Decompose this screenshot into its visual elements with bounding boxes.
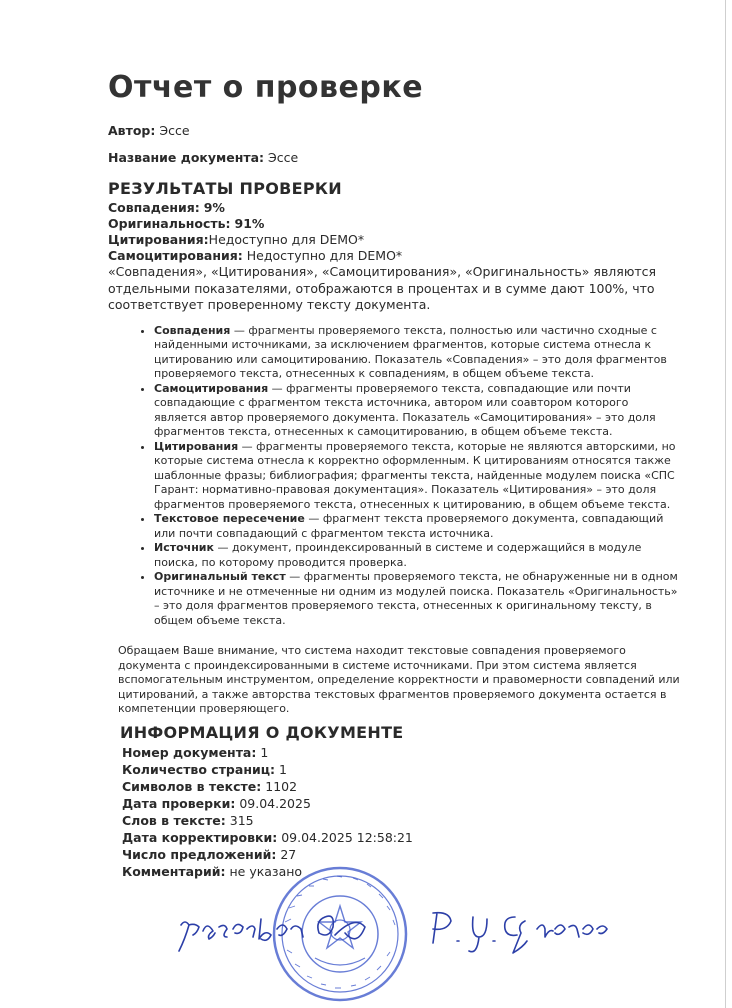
info-value: 1 <box>260 744 269 760</box>
info-row <box>122 744 683 761</box>
self-citations-label: Самоцитирования: <box>108 248 243 263</box>
info-row <box>122 761 683 778</box>
originality-value: 91% <box>234 216 265 231</box>
info-label: Количество страниц: <box>122 761 275 777</box>
citations-value: Недоступно для DEMO* <box>208 232 365 247</box>
originality-line <box>108 216 683 232</box>
info-value: 315 <box>229 812 254 828</box>
info-label: Символов в тексте: <box>122 778 262 794</box>
page-edge-line <box>725 0 726 1008</box>
author-line <box>108 123 683 138</box>
definition-item <box>154 512 683 541</box>
definition-text: — фрагменты проверяемого текста, полностью или частично сходные с найденными источниками, за исключением фрагментов, которые система отнесла к цитированию или самоцитированию. Показатель «Совпадения» – это доля фрагментов проверяемого текста, отнесенных к совпадениям, в общем объеме текста. <box>154 323 667 380</box>
attention-paragraph: Обращаем Ваше внимание, что система находит текстовые совпадения проверяемого документа с проиндексированными в системе источниками. При этом система является вспомогательным инструментом, определение корректности и правомерности совпадений или цитирований, а также авторства текстовых фрагментов проверяемого документа остается в компетенции проверяющего. <box>118 644 680 715</box>
definition-text: — фрагменты проверяемого текста, не обнаруженные ни в одном источнике и не отмеченные ни одним из модулей поиска. Показатель «Оригинальность» – это доля фрагментов проверяемого текста, отнесенных к оригинальному тексту, в общем объеме текста. <box>154 570 678 627</box>
originality-label: Оригинальность: <box>108 216 231 231</box>
definition-item <box>154 541 683 570</box>
info-value: не указано <box>229 863 303 879</box>
matches-value: 9% <box>203 200 225 215</box>
info-value: 1102 <box>265 778 298 794</box>
definition-item <box>154 324 683 382</box>
definition-item <box>154 440 683 513</box>
info-row <box>122 778 683 795</box>
doc-name-value: Эссе <box>268 150 299 165</box>
info-label: Дата корректировки: <box>122 829 278 845</box>
author-value: Эссе <box>159 123 190 138</box>
definitions-list <box>108 324 683 629</box>
matches-line <box>108 200 683 216</box>
definition-term: Совпадения <box>154 323 231 337</box>
page-title: Отчет о проверке <box>108 70 424 105</box>
definition-text: — фрагменты проверяемого текста, совпадающие или почти совпадающие с фрагментом текста источника, автором или соавтором которого является автор проверяемого документа. Показатель «Самоцитирования» – это доля фрагментов текста, отнесенных к самоцитированию, в общем объеме текста. <box>154 381 656 438</box>
citations-line <box>108 232 683 248</box>
results-note: «Совпадения», «Цитирования», «Самоцитирования», «Оригинальность» являются отдельными показателями, отображаются в процентах и в сумме дают 100%, что соответствует проверенному тексту документа. <box>108 264 657 312</box>
info-heading: ИНФОРМАЦИЯ О ДОКУМЕНТЕ <box>120 722 404 742</box>
info-label: Слов в тексте: <box>122 812 226 828</box>
report-page <box>108 70 683 880</box>
info-label: Число предложений: <box>122 846 277 862</box>
info-value: 09.04.2025 <box>239 795 311 811</box>
definition-term: Самоцитирования <box>154 381 269 395</box>
doc-name-line <box>108 150 683 165</box>
self-citations-value: Недоступно для DEMO* <box>246 248 403 263</box>
citations-label: Цитирования: <box>108 232 209 247</box>
info-value: 09.04.2025 12:58:21 <box>281 829 413 845</box>
info-row <box>122 795 683 812</box>
matches-label: Совпадения: <box>108 200 200 215</box>
definition-text: — фрагменты проверяемого текста, которые не являются авторскими, но которые система отнесла к корректно оформленным. К цитированиям относятся также шаблонные фразы; библиография; фрагменты текста, найденные модулем поиска «СПС Гарант: нормативно-правовая документация». Показатель «Цитирования» – это доля фрагментов проверяемого текста, отнесенных к цитированию, в общем объеме текста. <box>154 439 676 511</box>
definition-term: Источник <box>154 541 214 554</box>
info-row <box>122 846 683 863</box>
definition-item <box>154 382 683 440</box>
info-value: 27 <box>280 846 297 862</box>
definition-text: — фрагмент текста проверяемого документа, совпадающий или почти совпадающий с фрагментом текста источника. <box>154 512 664 540</box>
definition-term: Текстовое пересечение <box>154 512 305 525</box>
definition-item <box>154 570 683 628</box>
doc-name-label: Название документа: <box>108 150 265 165</box>
info-row <box>122 829 683 846</box>
info-label: Комментарий: <box>122 863 226 879</box>
results-heading: РЕЗУЛЬТАТЫ ПРОВЕРКИ <box>108 179 342 198</box>
definition-term: Цитирования <box>154 439 239 453</box>
info-label: Дата проверки: <box>122 795 236 811</box>
handwritten-signature-icon <box>175 895 645 965</box>
info-row <box>122 812 683 829</box>
definition-text: — документ, проиндексированный в системе и содержащийся в модуле поиска, по которому проводится проверка. <box>154 541 642 569</box>
info-label: Номер документа: <box>122 744 257 760</box>
info-value: 1 <box>278 761 287 777</box>
author-label: Автор: <box>108 123 156 138</box>
definition-term: Оригинальный текст <box>154 570 286 583</box>
self-citations-line <box>108 248 683 264</box>
